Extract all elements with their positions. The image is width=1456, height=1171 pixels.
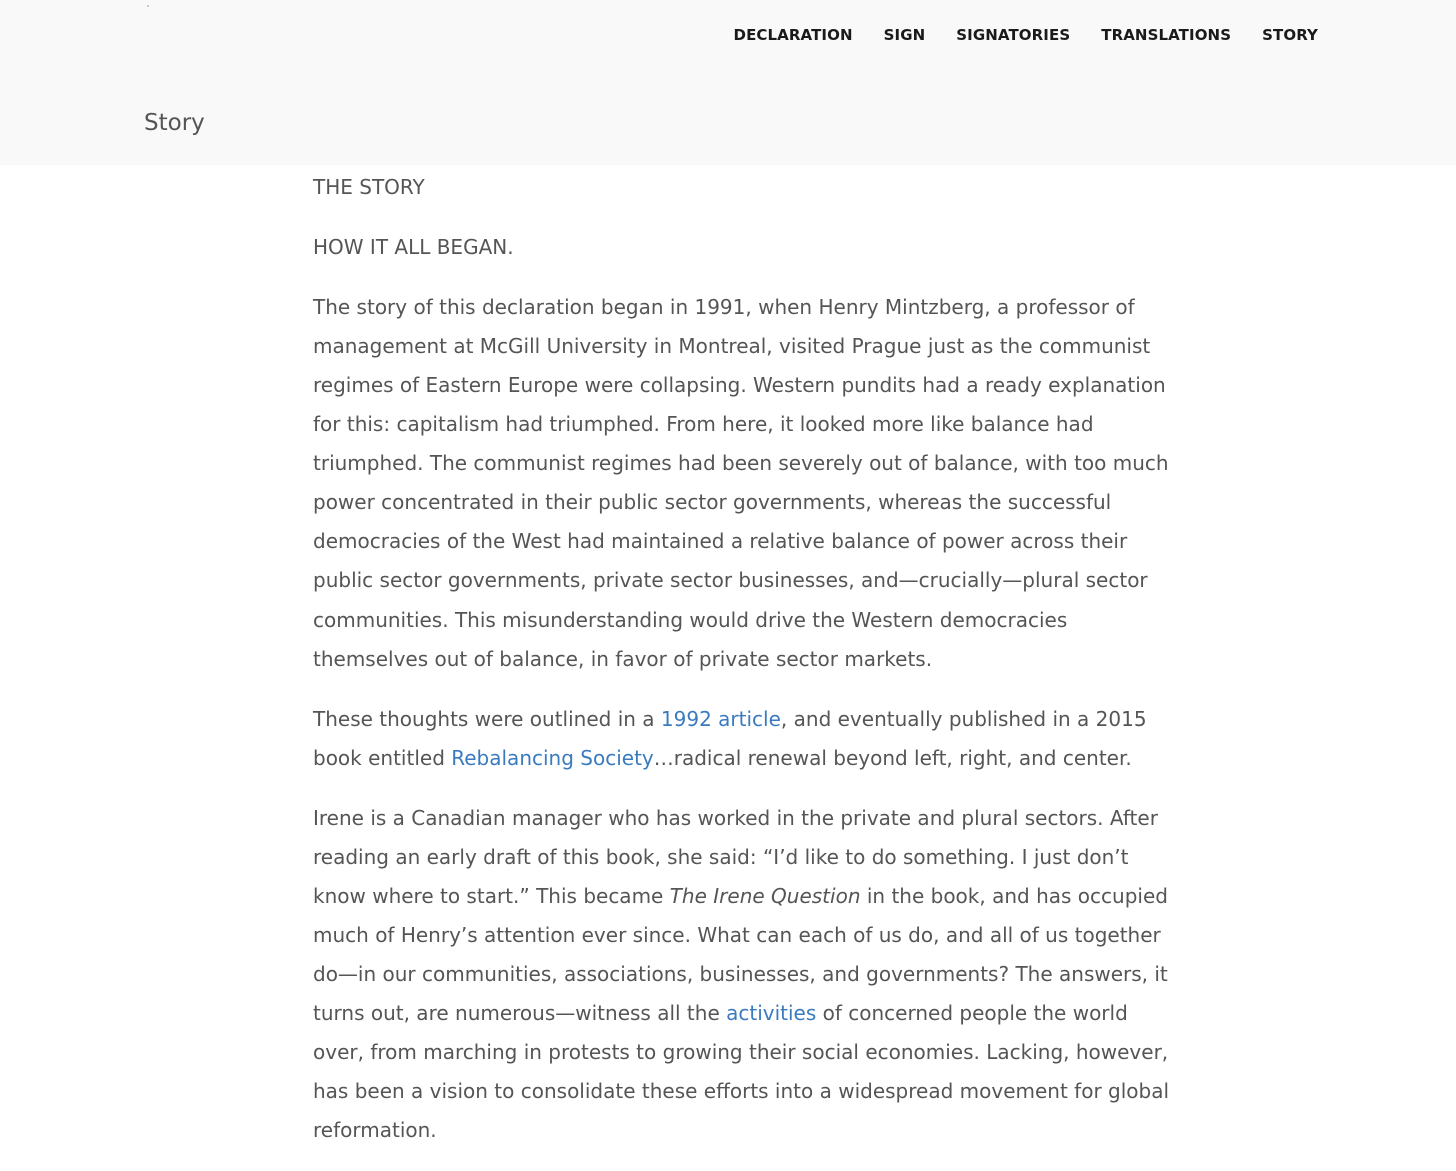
paragraph-publications [313, 700, 1173, 778]
logo[interactable] [147, 5, 149, 7]
nav-signatories[interactable]: SIGNATORIES [956, 26, 1071, 44]
text: of concerned people the world over, from marching in protests to growing their social economies. Lacking, however, has been a vision to consolidate these efforts into a widespread movement for global reformation. [313, 1000, 1170, 1143]
nav-translations[interactable]: TRANSLATIONS [1101, 26, 1232, 44]
link-rebalancing-society[interactable]: Rebalancing Society [451, 745, 654, 770]
paragraph-origin: The story of this declaration began in 1991, when Henry Mintzberg, a professor of management at McGill University in Montreal, visited Prague just as the communist regimes of Eastern Europe were collapsing. Western pundits had a ready explanation for this: capitalism had triumphed. From here, it looked more like balance had triumphed. The communist regimes had been severely out of balance, with too much power concentrated in their public sector governments, whereas the successful democracies of the West had maintained a relative balance of power across their public sector governments, private sector businesses, and—crucially—plural sector communities. This misunderstanding would drive the Western democracies themselves out of balance, in favor of private sector markets. [313, 294, 1169, 671]
paragraph-irene [313, 799, 1173, 1151]
link-1992-article[interactable]: 1992 article [660, 706, 781, 731]
irene-question-emphasis: The Irene Question [669, 883, 861, 908]
article-content [313, 168, 1173, 1171]
text: These thoughts were outlined in a [313, 706, 661, 731]
main-nav [734, 26, 1318, 44]
text: , and eventually published in a 2015 book entitled [313, 706, 1147, 770]
link-activities[interactable]: activities [726, 1000, 817, 1025]
nav-sign[interactable]: SIGN [883, 26, 926, 44]
nav-story[interactable]: STORY [1262, 26, 1318, 44]
site-header [0, 0, 1456, 165]
page-title: Story [144, 110, 205, 136]
text: …radical renewal beyond left, right, and center. [653, 745, 1132, 770]
nav-declaration[interactable]: DECLARATION [733, 26, 853, 44]
story-heading: THE STORY [313, 175, 425, 199]
text: in the book, and has occupied much of Henry’s attention ever since. What can each of us do, and all of us together do—in our communities, associations, businesses, and governments? The answers, it turns out, are numerous—witness all the [313, 883, 1168, 1025]
story-subheading: HOW IT ALL BEGAN. [313, 234, 514, 259]
text: Irene is a Canadian manager who has worked in the private and plural sectors. After reading an early draft of this book, she said: “I’d like to do something. I just don’t know where to start.” This became [313, 805, 1158, 908]
